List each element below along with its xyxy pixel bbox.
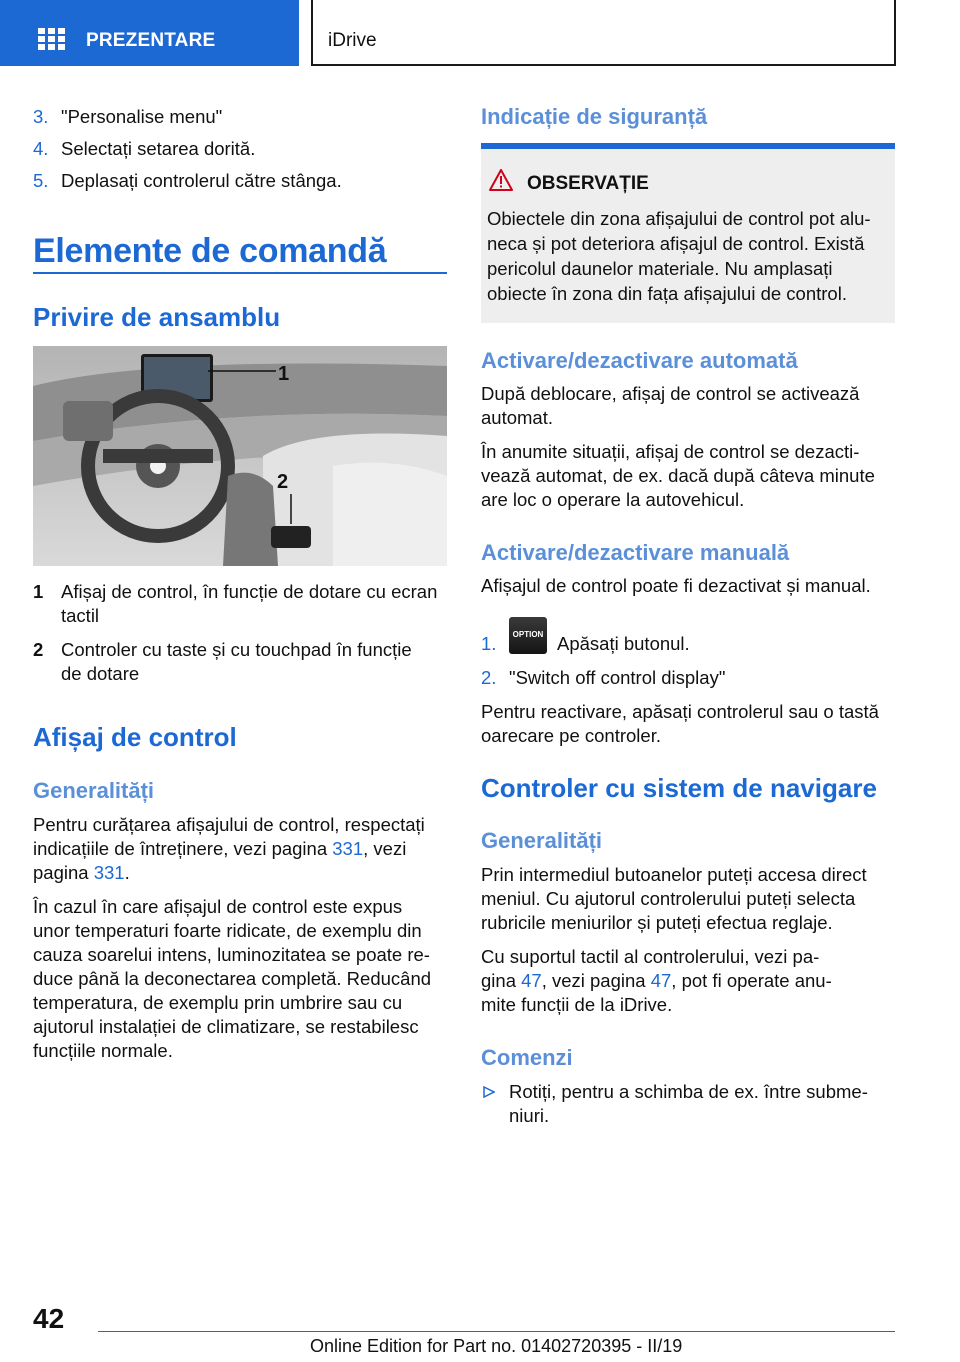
warning-line: Obiectele din zona afișajului de control pot alu- [487, 208, 871, 229]
dashboard-photo [33, 346, 447, 566]
page-header [0, 0, 960, 66]
paragraph-line: indicațiile de întreținere, vezi pagina 331, vezi [33, 838, 407, 859]
page-title: iDrive [328, 30, 377, 51]
minor-heading: Activare/dezactivare manuală [481, 540, 790, 565]
page-link[interactable]: 47 [521, 970, 542, 991]
legend-number: 1 [33, 581, 44, 602]
step-text: "Switch off control display" [509, 667, 726, 688]
legend-text: tactil [61, 605, 100, 626]
paragraph-line: După deblocare, afișaj de control se activează [481, 383, 860, 404]
minor-heading: Activare/dezactivare automată [481, 348, 798, 373]
minor-heading: Generalități [33, 778, 155, 803]
warning-line: obiecte în zona din fața afișajului de control. [487, 283, 847, 304]
legend-number: 2 [33, 639, 44, 660]
step-text: "Personalise menu" [61, 106, 223, 127]
step-text: Deplasați controlerul către stânga. [61, 170, 342, 191]
paragraph-line: Prin intermediul butoanelor puteți accesa direct [481, 864, 867, 885]
paragraph-line: meniul. Cu ajutorul controlerului puteți selecta [481, 888, 856, 909]
paragraph-line: temperatura, de exemplu prin umbrire sau cu [33, 992, 403, 1013]
paragraph-line: pagina 331. [33, 862, 130, 883]
paragraph-line: Cu suportul tactil al controlerului, vezi pa- [481, 946, 820, 967]
subsection-heading: Privire de ansamblu [33, 302, 281, 332]
minor-heading: Comenzi [481, 1045, 573, 1070]
grid-icon [38, 28, 66, 50]
subsection-heading: Controler cu sistem de navigare [481, 773, 877, 803]
step-number: 4. [33, 138, 49, 159]
page-link[interactable]: 331 [332, 838, 364, 859]
callout-2: 2 [277, 471, 289, 493]
step-text: Apăsați butonul. [557, 633, 690, 654]
warning-title: OBSERVAȚIE [527, 173, 649, 194]
section-heading: Elemente de comandă [33, 232, 387, 270]
step-number: 2. [481, 667, 497, 688]
callout-1: 1 [278, 363, 290, 385]
paragraph-line: ajutorul instalației de climatizare, se restabilesc [33, 1016, 419, 1037]
paragraph-line: Pentru reactivare, apăsați controlerul sau o tastă [481, 701, 879, 722]
paragraph-line: În cazul în care afișajul de control este expus [33, 896, 403, 917]
legend-text: de dotare [61, 663, 140, 684]
legend-text: Afișaj de control, în funcție de dotare cu ecran [61, 581, 438, 602]
paragraph-line: gina 47, vezi pagina 47, pot fi operate anu- [481, 970, 832, 991]
warning-line: neca și pot deteriora afișajul de control. Există [487, 233, 865, 254]
header-title-box [311, 0, 896, 66]
paragraph-line: vează automat, de ex. dacă după câteva minute [481, 465, 875, 486]
section-tab-label: PREZENTARE [86, 30, 216, 51]
minor-heading: Generalități [481, 828, 603, 853]
minor-heading: Indicație de siguranță [481, 104, 708, 129]
paragraph-line: Afișajul de control poate fi dezactivat și manual. [481, 575, 871, 596]
paragraph-line: duce până la deconectarea completă. Reducând [33, 968, 432, 989]
heading-rule [33, 272, 447, 274]
bullet-text: Rotiți, pentru a schimba de ex. între subme- [509, 1081, 868, 1102]
warning-triangle-icon [489, 169, 513, 191]
warning-line: pericolul daunelor materiale. Nu amplasați [487, 258, 833, 279]
warning-box [481, 143, 895, 323]
paragraph-line: oarecare pe controler. [481, 725, 661, 746]
paragraph-line: are loc o operare la autovehicul. [481, 489, 745, 510]
option-button-icon: OPTION [509, 617, 547, 654]
bullet-text: niuri. [509, 1105, 550, 1126]
paragraph-line: unor temperaturi foarte ridicate, de exemplu din [33, 920, 422, 941]
paragraph-line: funcțiile normale. [33, 1040, 173, 1061]
triangle-bullet-icon [483, 1086, 495, 1098]
step-number: 1. [481, 633, 497, 654]
dashboard-illustration [33, 346, 447, 566]
page-link[interactable]: 331 [93, 862, 125, 883]
paragraph-line: cauza soarelui intens, luminozitatea se poate re- [33, 944, 430, 965]
step-number: 3. [33, 106, 49, 127]
subsection-heading: Afișaj de control [33, 722, 237, 752]
step-text: Selectați setarea dorită. [61, 138, 256, 159]
paragraph-line: Pentru curățarea afișajului de control, respectați [33, 814, 425, 835]
page-link[interactable]: 47 [650, 970, 672, 991]
section-tab[interactable] [0, 0, 299, 66]
step-number: 5. [33, 170, 49, 191]
paragraph-line: rubricile meniurilor și puteți efectua reglaje. [481, 912, 833, 933]
paragraph-line: În anumite situații, afișaj de control se dezacti- [481, 441, 860, 462]
paragraph-line: automat. [481, 407, 553, 428]
legend-text: Controler cu taste și cu touchpad în funcție [61, 639, 412, 660]
page-number: 42 [33, 1303, 65, 1334]
footer-edition: Online Edition for Part no. 01402720395 - II/19 [310, 1336, 683, 1356]
footer-rule [98, 1331, 895, 1332]
paragraph-line: mite funcții de la iDrive. [481, 994, 673, 1015]
